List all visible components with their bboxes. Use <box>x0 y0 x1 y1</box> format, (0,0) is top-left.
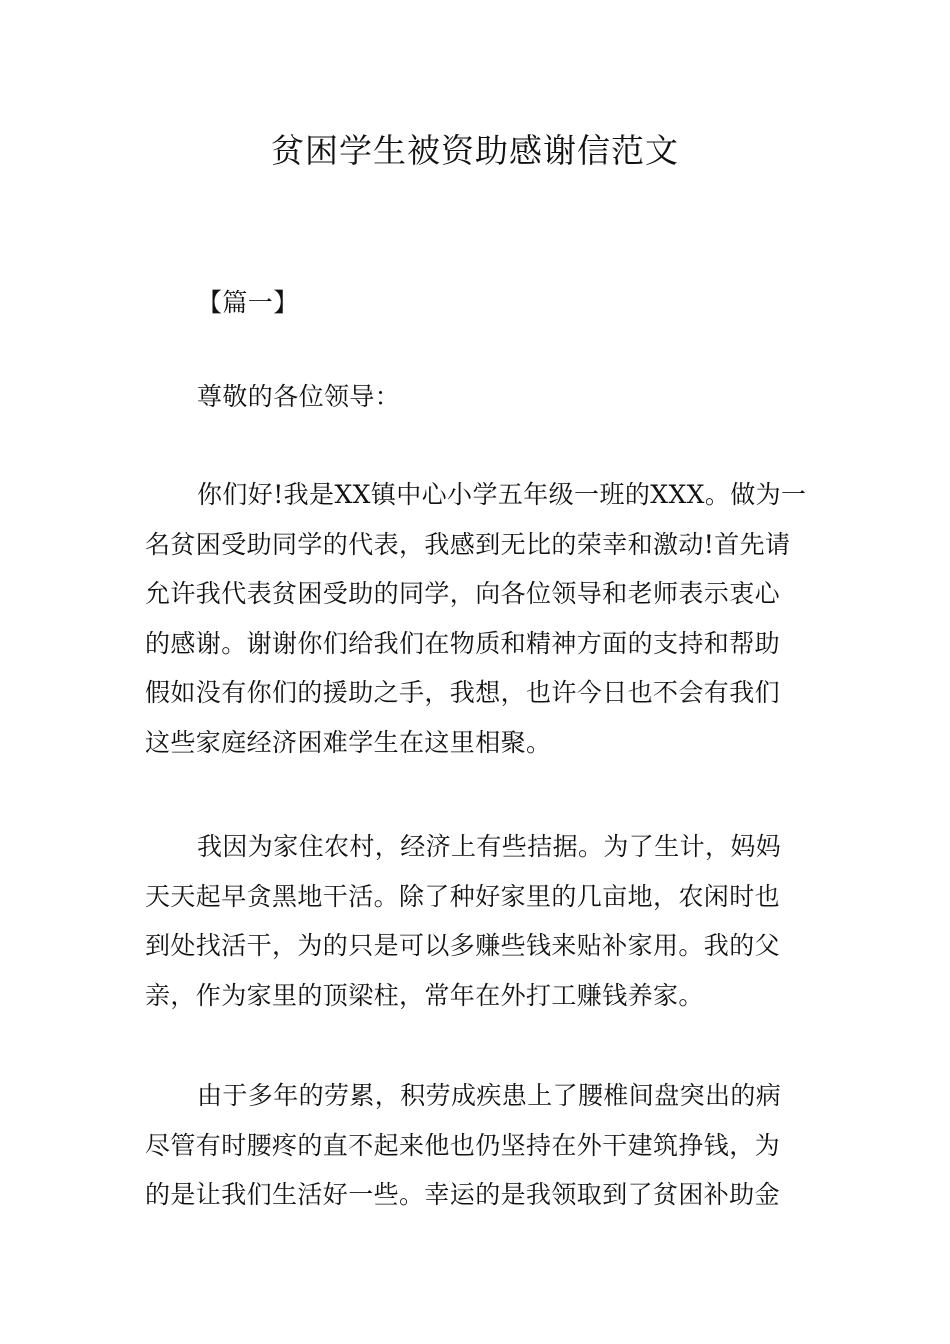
paragraph-line: 允许我代表贫困受助的同学，向各位领导和老师表示衷心 <box>145 579 781 608</box>
section-label <box>145 278 807 328</box>
paragraph-line: 天天起早贪黑地干活。除了种好家里的几亩地，农闲时也 <box>145 881 781 911</box>
salutation <box>145 372 807 422</box>
paragraph-3 <box>145 1071 807 1220</box>
paragraph-line: 的是让我们生活好一些。幸运的是我领取到了贫困补助金 <box>145 1180 781 1209</box>
paragraph-line: 亲，作为家里的顶梁柱，常年在外打工赚钱养家。 <box>145 980 704 1010</box>
paragraph-line: 的感谢。谢谢你们给我们在物质和精神方面的支持和帮助 <box>145 628 781 658</box>
paragraph-line: 由于多年的劳累，积劳成疾患上了腰椎间盘突出的病 <box>197 1081 782 1110</box>
section-label-text: 【篇一】 <box>197 288 299 317</box>
paragraph-line: 假如没有你们的援助之手，我想，也许今日也不会有我们 <box>145 678 781 707</box>
paragraph-2 <box>145 822 807 1020</box>
salutation-text: 尊敬的各位领导： <box>197 382 401 411</box>
paragraph-line: 到处找活干，为的只是可以多赚些钱来贴补家用。我的父 <box>145 931 781 960</box>
paragraph-line: 我因为家住农村，经济上有些拮据。为了生计，妈妈 <box>197 832 782 861</box>
paragraph-1 <box>145 470 807 767</box>
paragraph-line: 你们好!我是XX镇中心小学五年级一班的XXX。做为一 <box>197 480 807 509</box>
document-title: 贫困学生被资助感谢信范文 <box>271 131 679 170</box>
paragraph-line: 这些家庭经济困难学生在这里相聚。 <box>145 727 552 757</box>
paragraph-line: 名贫困受助同学的代表，我感到无比的荣幸和激动!首先请 <box>145 529 791 559</box>
paragraph-line: 尽管有时腰疼的直不起来他也仍坚持在外干建筑挣钱，为 <box>145 1130 781 1160</box>
